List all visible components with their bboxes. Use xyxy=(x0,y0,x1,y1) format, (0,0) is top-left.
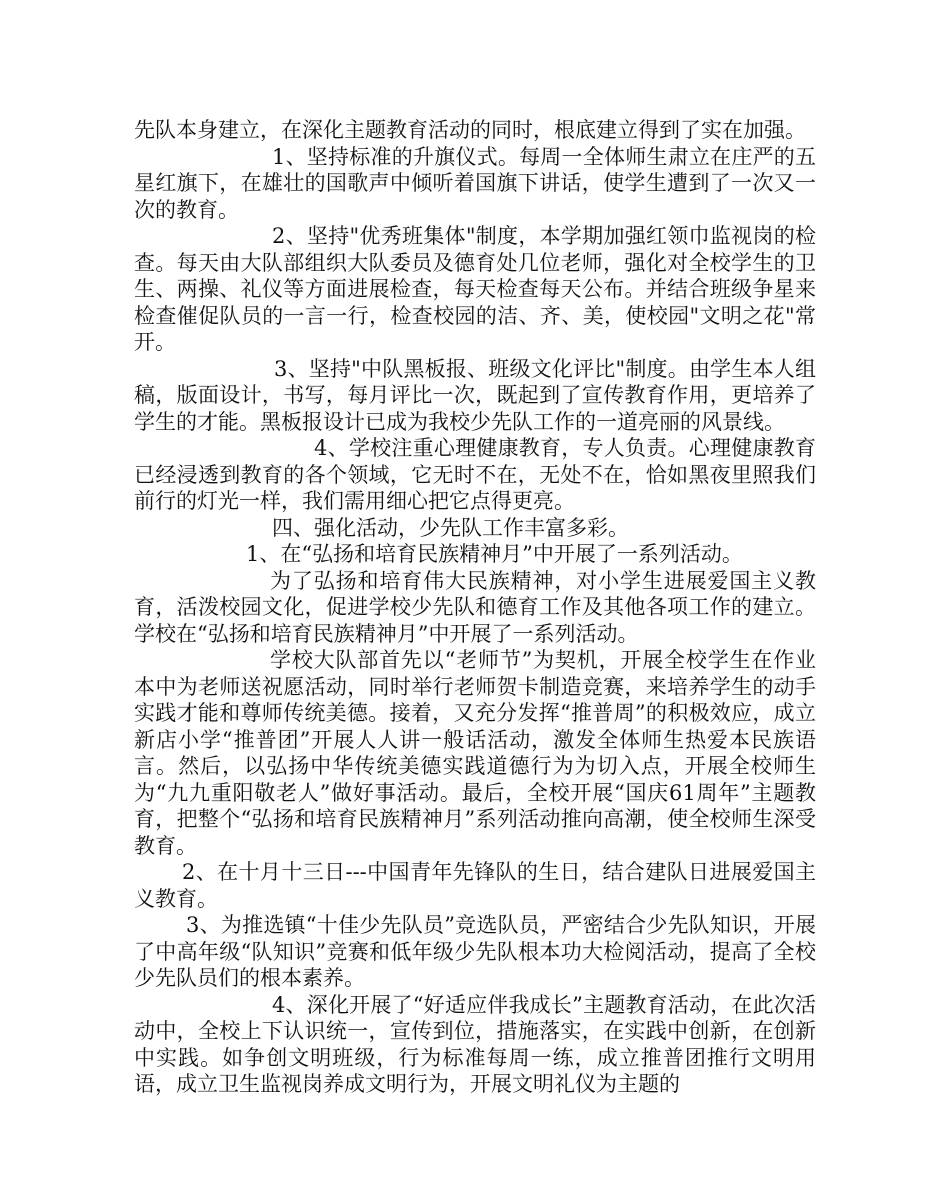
paragraph-mental-health: 4、学校注重心理健康教育，专人负责。心理健康教育已经浸透到教育的各个领域，它无时不在，无处不在，恰如黑夜里照我们前行的灯光一样，我们需用细心把它点得更亮。 xyxy=(134,436,816,513)
paragraph-flag-ceremony: 1、坚持标准的升旗仪式。每周一全体师生肃立在庄严的五星红旗下，在雄壮的国歌声中倾听着国旗下讲话，使学生遭到了一次又一次的教育。 xyxy=(134,144,816,222)
section-heading-activities: 四、强化活动，少先队工作丰富多彩。 xyxy=(272,515,629,540)
paragraph-good-habits: 4、深化开展了“好适应伴我成长”主题教育活动，在此次活动中，全校上下认识统一，宣传到位，措施落实，在实践中创新，在创新中实践。如争创文明班级，行为标准每周一练，成立推普团推行文明用语，成立卫生监视岗养成文明行为，开展文明礼仪为主题的 xyxy=(134,992,816,1096)
paragraph-founding-day: 2、在十月十三日---中国青年先锋队的生日，结合建队日进展爱国主义教育。 xyxy=(134,860,816,911)
document-body xyxy=(134,117,816,1098)
paragraph-national-spirit-month: 1、在“弘扬和培育民族精神月”中开展了一系列活动。 xyxy=(246,542,743,566)
paragraph-excellent-class: 2、坚持"优秀班集体"制度，本学期加强红领巾监视岗的检查。每天由大队部组织大队委员及德育处几位老师，强化对全校学生的卫生、两操、礼仪等方面进展检查，每天检查每天公布。并结合班级争星来检查催促队员的一言一行，检查校园的洁、齐、美，使校园"文明之花"常开。 xyxy=(134,224,816,354)
paragraph-teachers-day: 学校大队部首先以“老师节”为契机，开展全校学生在作业本中为老师送祝愿活动，同时举行老师贺卡制造竞赛，来培养学生的动手实践才能和尊师传统美德。接着，又充分发挥“推普周”的积极效应，成立新店小学“推普团”开展人人讲一般话活动，激发全体师生热爱本民族语言。然后，以弘扬中华传统美德实践道德行为为切入点，开展全校师生为“九九重阳敬老人”做好事活动。最后，全校开展“国庆61周年”主题教育，把整个“弘扬和培育民族精神月”系列活动推向高潮，使全校师生深受教育。 xyxy=(134,648,816,858)
paragraph-patriotism: 为了弘扬和培育伟大民族精神，对小学生进展爱国主义教育，活泼校园文化，促进学校少先队和德育工作及其他各项工作的建立。学校在“弘扬和培育民族精神月”中开展了一系列活动。 xyxy=(134,568,816,646)
paragraph-top-ten: 3、为推选镇“十佳少先队员”竞选队员，严密结合少先队知识，开展了中高年级“队知识”竞赛和低年级少先队根本功大检阅活动，提高了全校少先队员们的根本素养。 xyxy=(134,913,816,990)
paragraph-blackboard: 3、坚持"中队黑板报、班级文化评比"制度。由学生本人组稿，版面设计，书写，每月评比一次，既起到了宣传教育作用，更培养了学生的才能。黑板报设计已成为我校少先队工作的一道亮丽的风景线。 xyxy=(134,356,816,434)
paragraph-continuation: 先队本身建立，在深化主题教育活动的同时，根底建立得到了实在加强。 xyxy=(134,118,806,142)
